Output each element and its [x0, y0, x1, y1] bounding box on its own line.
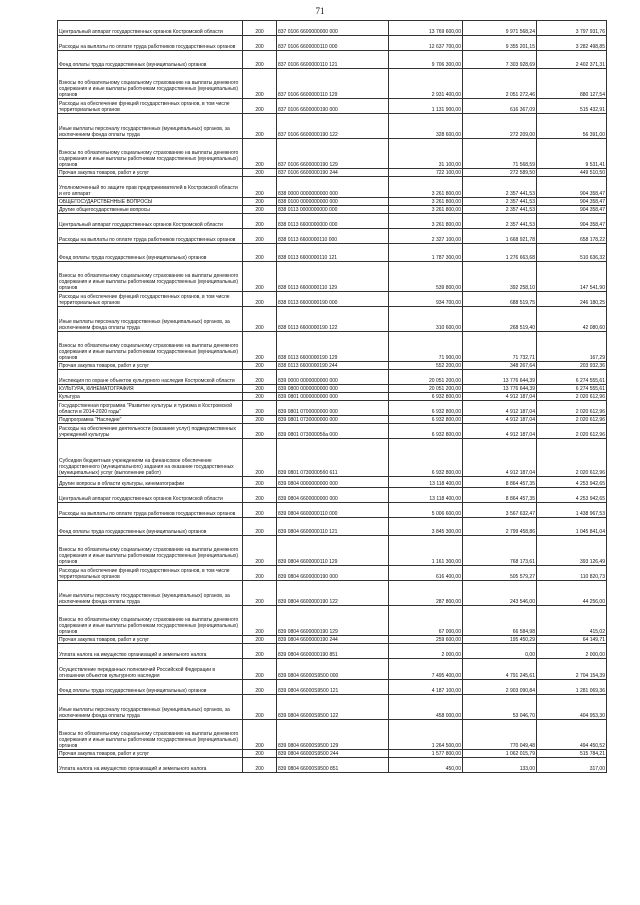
cell-approved-amount: 3 261 800,00	[389, 198, 463, 206]
cell-name: Расходы на выплаты по оплате труда работников государственных органов	[58, 503, 243, 518]
cell-name: Взносы по обязательному социальному страхованию на выплаты денежного содержания и иные выплаты работникам государственных (муниципальных) органов	[58, 139, 243, 169]
table-row	[58, 695, 607, 720]
cell-executed-amount: 2 357 441,53	[463, 177, 537, 198]
cell-approved-amount: 13 769 600,00	[389, 21, 463, 36]
table-row	[58, 758, 607, 773]
cell-unexecuted-amount: 1 438 967,53	[537, 503, 607, 518]
cell-name: Прочая закупка товаров, работ и услуг	[58, 362, 243, 370]
cell-executed-amount: 392 258,10	[463, 262, 537, 292]
cell-name: Прочая закупка товаров, работ и услуг	[58, 750, 243, 758]
table-row	[58, 566, 607, 581]
table-row	[58, 139, 607, 169]
cell-name: Центральный аппарат государственных органов Костромской области	[58, 214, 243, 229]
cell-unexecuted-amount: 904 358,47	[537, 198, 607, 206]
cell-unexecuted-amount: 2 020 612,96	[537, 424, 607, 439]
cell-unexecuted-amount: 404 953,30	[537, 695, 607, 720]
cell-classification-code: 837 0106 6600000110 129	[277, 69, 389, 99]
cell-unexecuted-amount: 110 820,73	[537, 566, 607, 581]
table-row	[58, 636, 607, 644]
cell-name: Прочая закупка товаров, работ и услуг	[58, 169, 243, 177]
cell-executed-amount: 768 173,61	[463, 536, 537, 566]
cell-approved-amount: 1 787 300,00	[389, 244, 463, 262]
cell-approved-amount: 934 700,00	[389, 292, 463, 307]
cell-executed-amount: 0,00	[463, 644, 537, 659]
cell-executed-amount: 348 267,64	[463, 362, 537, 370]
cell-unexecuted-amount: 3 282 498,85	[537, 36, 607, 51]
cell-name: Расходы на обеспечение функций государственных органов, в том числе территориальных органов	[58, 292, 243, 307]
cell-unexecuted-amount: 2 020 612,96	[537, 439, 607, 477]
cell-executed-amount: 4 912 187,04	[463, 416, 537, 424]
cell-classification-code: 839 0804 66000S9500 121	[277, 680, 389, 695]
cell-approved-amount: 1 161 300,00	[389, 536, 463, 566]
table-row	[58, 229, 607, 244]
cell-executed-amount: 66 584,98	[463, 606, 537, 636]
cell-code: 200	[243, 99, 277, 114]
cell-classification-code: 838 0113 6600000190 244	[277, 362, 389, 370]
cell-approved-amount: 2 327 100,00	[389, 229, 463, 244]
cell-classification-code: 838 0113 6600000190 000	[277, 292, 389, 307]
cell-executed-amount: 4 912 187,04	[463, 424, 537, 439]
cell-unexecuted-amount: 393 126,49	[537, 536, 607, 566]
cell-name: Субсидии бюджетным учреждениям на финансовое обеспечение государственного (муниципального) задания на оказание государственных (муниципальных) услуг (выполнение работ)	[58, 439, 243, 477]
table-row	[58, 292, 607, 307]
cell-executed-amount: 71 568,59	[463, 139, 537, 169]
cell-approved-amount: 1 264 500,00	[389, 720, 463, 750]
cell-name: Осуществление переданных полномочий Российской Федерации в отношении объектов культурного наследия	[58, 659, 243, 680]
cell-unexecuted-amount: 44 256,00	[537, 581, 607, 606]
cell-code: 200	[243, 198, 277, 206]
cell-executed-amount: 9 971 568,24	[463, 21, 537, 36]
cell-executed-amount: 1 668 921,78	[463, 229, 537, 244]
table-row	[58, 206, 607, 214]
cell-unexecuted-amount: 6 274 555,61	[537, 385, 607, 393]
cell-classification-code: 837 0106 6600000190 244	[277, 169, 389, 177]
cell-classification-code: 838 0113 6600000000 000	[277, 214, 389, 229]
cell-code: 200	[243, 69, 277, 99]
table-row	[58, 644, 607, 659]
cell-executed-amount: 133,00	[463, 758, 537, 773]
cell-executed-amount: 2 357 441,53	[463, 206, 537, 214]
table-row	[58, 362, 607, 370]
table-row	[58, 488, 607, 503]
cell-executed-amount: 13 776 644,39	[463, 385, 537, 393]
cell-name: Расходы на обеспечение деятельности (оказание услуг) подведомственных учреждений культуры	[58, 424, 243, 439]
cell-approved-amount: 9 706 300,00	[389, 51, 463, 69]
table-row	[58, 393, 607, 401]
cell-name: ОБЩЕГОСУДАРСТВЕННЫЕ ВОПРОСЫ	[58, 198, 243, 206]
cell-executed-amount: 1 276 663,68	[463, 244, 537, 262]
cell-executed-amount: 4 791 245,61	[463, 659, 537, 680]
cell-unexecuted-amount: 904 358,47	[537, 214, 607, 229]
cell-unexecuted-amount: 42 080,60	[537, 307, 607, 332]
cell-code: 200	[243, 581, 277, 606]
cell-name: Уплата налога на имущество организаций и земельного налога	[58, 758, 243, 773]
cell-executed-amount: 4 912 187,04	[463, 401, 537, 416]
cell-unexecuted-amount: 9 531,41	[537, 139, 607, 169]
cell-unexecuted-amount: 904 358,47	[537, 206, 607, 214]
table-row	[58, 262, 607, 292]
cell-name: Взносы по обязательному социальному страхованию на выплаты денежного содержания и иные выплаты работникам государственных (муниципальных) органов	[58, 332, 243, 362]
cell-name: Другие вопросы в области культуры, кинематографии	[58, 477, 243, 488]
table-row	[58, 680, 607, 695]
cell-executed-amount: 4 912 187,04	[463, 393, 537, 401]
cell-unexecuted-amount: 415,02	[537, 606, 607, 636]
cell-code: 200	[243, 385, 277, 393]
table-row	[58, 36, 607, 51]
cell-executed-amount: 53 046,70	[463, 695, 537, 720]
cell-name: Прочая закупка товаров, работ и услуг	[58, 636, 243, 644]
cell-executed-amount: 272 589,50	[463, 169, 537, 177]
cell-name: Расходы на выплаты по оплате труда работников государственных органов	[58, 229, 243, 244]
cell-name: Уполномоченный по защите прав предпринимателей в Костромской области и его аппарат	[58, 177, 243, 198]
cell-approved-amount: 3 261 800,00	[389, 214, 463, 229]
cell-unexecuted-amount: 904 358,47	[537, 177, 607, 198]
cell-unexecuted-amount: 510 636,32	[537, 244, 607, 262]
cell-approved-amount: 450,00	[389, 758, 463, 773]
table-row	[58, 114, 607, 139]
cell-code: 200	[243, 758, 277, 773]
cell-executed-amount: 770 049,48	[463, 720, 537, 750]
cell-executed-amount: 8 864 457,35	[463, 488, 537, 503]
table-row	[58, 244, 607, 262]
table-row	[58, 518, 607, 536]
cell-code: 200	[243, 401, 277, 416]
table-row	[58, 720, 607, 750]
cell-approved-amount: 287 800,00	[389, 581, 463, 606]
cell-classification-code: 839 0804 6600000110 129	[277, 536, 389, 566]
cell-executed-amount: 268 519,40	[463, 307, 537, 332]
cell-approved-amount: 310 600,00	[389, 307, 463, 332]
cell-code: 200	[243, 518, 277, 536]
cell-name: Расходы на обеспечение функций государственных органов, в том числе территориальных органов	[58, 566, 243, 581]
cell-approved-amount: 13 118 400,00	[389, 477, 463, 488]
cell-classification-code: 839 0804 6600000000 000	[277, 488, 389, 503]
cell-classification-code: 838 0113 6600000110 121	[277, 244, 389, 262]
cell-name: Иные выплаты персоналу государственных (муниципальных) органов, за исключением фонда оплаты труда	[58, 114, 243, 139]
cell-classification-code: 839 0804 66000S9500 244	[277, 750, 389, 758]
cell-unexecuted-amount: 515 784,21	[537, 750, 607, 758]
table-row	[58, 385, 607, 393]
cell-classification-code: 837 0106 6600000110 121	[277, 51, 389, 69]
cell-executed-amount: 7 303 928,69	[463, 51, 537, 69]
cell-unexecuted-amount: 449 510,50	[537, 169, 607, 177]
cell-name: Инспекция по охране объектов культурного наследия Костромской области	[58, 370, 243, 385]
cell-code: 200	[243, 169, 277, 177]
cell-approved-amount: 67 000,00	[389, 606, 463, 636]
cell-approved-amount: 539 800,00	[389, 262, 463, 292]
cell-name: Взносы по обязательному социальному страхованию на выплаты денежного содержания и иные выплаты работникам государственных (муниципальных) органов	[58, 536, 243, 566]
cell-unexecuted-amount: 246 180,25	[537, 292, 607, 307]
cell-code: 200	[243, 36, 277, 51]
cell-code: 200	[243, 566, 277, 581]
cell-classification-code: 839 0801 0000000000 000	[277, 393, 389, 401]
cell-classification-code: 839 0804 6600000190 122	[277, 581, 389, 606]
cell-classification-code: 839 0804 66000S9500 129	[277, 720, 389, 750]
table-row	[58, 332, 607, 362]
cell-unexecuted-amount: 2 020 612,96	[537, 416, 607, 424]
cell-classification-code: 838 0113 6600000190 122	[277, 307, 389, 332]
cell-name: Расходы на выплаты по оплате труда работников государственных органов	[58, 36, 243, 51]
cell-code: 200	[243, 229, 277, 244]
cell-name: Государственная программа "Развитие культуры и туризма в Костромской области в 2014-2020 годы"	[58, 401, 243, 416]
table-row	[58, 606, 607, 636]
cell-classification-code: 839 0801 0700000000 000	[277, 401, 389, 416]
cell-name: КУЛЬТУРА, КИНЕМАТОГРАФИЯ	[58, 385, 243, 393]
cell-name: Уплата налога на имущество организаций и земельного налога	[58, 644, 243, 659]
cell-approved-amount: 616 400,00	[389, 566, 463, 581]
cell-code: 200	[243, 750, 277, 758]
cell-unexecuted-amount: 658 178,22	[537, 229, 607, 244]
cell-executed-amount: 272 209,00	[463, 114, 537, 139]
cell-classification-code: 839 0804 6600000110 121	[277, 518, 389, 536]
table-row	[58, 214, 607, 229]
cell-classification-code: 839 0804 6600000190 129	[277, 606, 389, 636]
cell-approved-amount: 4 187 100,00	[389, 680, 463, 695]
cell-name: Фонд оплаты труда государственных (муниципальных) органов	[58, 680, 243, 695]
table-row	[58, 750, 607, 758]
cell-approved-amount: 7 495 400,00	[389, 659, 463, 680]
cell-name: Другие общегосударственные вопросы	[58, 206, 243, 214]
cell-code: 200	[243, 424, 277, 439]
cell-unexecuted-amount: 1 281 069,36	[537, 680, 607, 695]
cell-approved-amount: 31 100,00	[389, 139, 463, 169]
cell-unexecuted-amount: 880 127,54	[537, 69, 607, 99]
cell-classification-code: 838 0113 6600000110 129	[277, 262, 389, 292]
table-row	[58, 416, 607, 424]
cell-unexecuted-amount: 515 432,91	[537, 99, 607, 114]
cell-classification-code: 839 0801 07300005ба 000	[277, 424, 389, 439]
table-row	[58, 439, 607, 477]
table-row	[58, 69, 607, 99]
cell-approved-amount: 6 932 800,00	[389, 424, 463, 439]
cell-approved-amount: 20 051 200,00	[389, 370, 463, 385]
cell-unexecuted-amount: 203 932,36	[537, 362, 607, 370]
cell-code: 200	[243, 695, 277, 720]
cell-unexecuted-amount: 6 274 555,61	[537, 370, 607, 385]
cell-code: 200	[243, 214, 277, 229]
cell-classification-code: 839 0804 66000S9500 000	[277, 659, 389, 680]
budget-execution-table-container	[57, 20, 606, 773]
cell-unexecuted-amount: 56 391,00	[537, 114, 607, 139]
cell-name: Фонд оплаты труда государственных (муниципальных) органов	[58, 244, 243, 262]
cell-code: 200	[243, 606, 277, 636]
cell-unexecuted-amount: 2 020 612,96	[537, 393, 607, 401]
cell-classification-code: 837 0106 6600000110 000	[277, 36, 389, 51]
cell-classification-code: 838 0100 0000000000 000	[277, 198, 389, 206]
cell-executed-amount: 243 546,00	[463, 581, 537, 606]
cell-code: 200	[243, 644, 277, 659]
cell-approved-amount: 1 577 800,00	[389, 750, 463, 758]
table-row	[58, 477, 607, 488]
cell-approved-amount: 6 932 800,00	[389, 439, 463, 477]
table-body	[58, 21, 607, 773]
table-row	[58, 99, 607, 114]
cell-unexecuted-amount: 3 797 931,76	[537, 21, 607, 36]
cell-name: Фонд оплаты труда государственных (муниципальных) органов	[58, 51, 243, 69]
cell-code: 200	[243, 21, 277, 36]
cell-approved-amount: 2 931 400,00	[389, 69, 463, 99]
cell-unexecuted-amount: 147 541,90	[537, 262, 607, 292]
cell-name: Взносы по обязательному социальному страхованию на выплаты денежного содержания и иные выплаты работникам государственных (муниципальных) органов	[58, 69, 243, 99]
cell-unexecuted-amount: 2 000,00	[537, 644, 607, 659]
table-row	[58, 370, 607, 385]
cell-name: Подпрограмма "Наследие"	[58, 416, 243, 424]
cell-executed-amount: 2 357 441,53	[463, 198, 537, 206]
cell-approved-amount: 259 600,00	[389, 636, 463, 644]
cell-classification-code: 839 0804 66000S9500 122	[277, 695, 389, 720]
cell-classification-code: 839 0801 07300005б0 611	[277, 439, 389, 477]
cell-classification-code: 838 0113 6600000110 000	[277, 229, 389, 244]
cell-approved-amount: 3 261 800,00	[389, 177, 463, 198]
cell-executed-amount: 8 864 457,35	[463, 477, 537, 488]
cell-name: Центральный аппарат государственных органов Костромской области	[58, 488, 243, 503]
cell-unexecuted-amount: 494 450,52	[537, 720, 607, 750]
cell-executed-amount: 688 519,75	[463, 292, 537, 307]
cell-name: Иные выплаты персоналу государственных (муниципальных) органов, за исключением фонда оплаты труда	[58, 695, 243, 720]
table-row	[58, 581, 607, 606]
cell-classification-code: 837 0106 6600000000 000	[277, 21, 389, 36]
cell-code: 200	[243, 139, 277, 169]
cell-approved-amount: 2 000,00	[389, 644, 463, 659]
cell-name: Культура	[58, 393, 243, 401]
cell-approved-amount: 1 131 900,00	[389, 99, 463, 114]
table-row	[58, 536, 607, 566]
cell-unexecuted-amount: 2 020 612,96	[537, 401, 607, 416]
cell-code: 200	[243, 488, 277, 503]
cell-classification-code: 838 0000 0000000000 000	[277, 177, 389, 198]
cell-name: Иные выплаты персоналу государственных (муниципальных) органов, за исключением фонда оплаты труда	[58, 581, 243, 606]
cell-unexecuted-amount: 64 149,71	[537, 636, 607, 644]
cell-executed-amount: 4 912 187,04	[463, 439, 537, 477]
cell-name: Расходы на обеспечение функций государственных органов, в том числе территориальных органов	[58, 99, 243, 114]
page-number: 71	[315, 6, 325, 16]
cell-approved-amount: 12 637 700,00	[389, 36, 463, 51]
cell-classification-code: 838 0113 6600000190 129	[277, 332, 389, 362]
cell-name: Фонд оплаты труда государственных (муниципальных) органов	[58, 518, 243, 536]
cell-name: Центральный аппарат государственных органов Костромской области	[58, 21, 243, 36]
cell-code: 200	[243, 720, 277, 750]
cell-classification-code: 839 0801 0730000000 000	[277, 416, 389, 424]
cell-classification-code: 839 0804 6600000190 851	[277, 644, 389, 659]
cell-code: 200	[243, 370, 277, 385]
cell-approved-amount: 71 900,00	[389, 332, 463, 362]
cell-unexecuted-amount: 2 704 154,39	[537, 659, 607, 680]
cell-code: 200	[243, 477, 277, 488]
cell-approved-amount: 5 006 600,00	[389, 503, 463, 518]
cell-approved-amount: 328 600,00	[389, 114, 463, 139]
cell-code: 200	[243, 51, 277, 69]
cell-code: 200	[243, 636, 277, 644]
cell-approved-amount: 458 000,00	[389, 695, 463, 720]
cell-classification-code: 837 0106 6600000190 129	[277, 139, 389, 169]
cell-approved-amount: 6 932 800,00	[389, 401, 463, 416]
cell-classification-code: 837 0106 6600000190 000	[277, 99, 389, 114]
cell-unexecuted-amount: 317,00	[537, 758, 607, 773]
cell-approved-amount: 722 100,00	[389, 169, 463, 177]
cell-name: Взносы по обязательному социальному страхованию на выплаты денежного содержания и иные выплаты работникам государственных (муниципальных) органов	[58, 720, 243, 750]
cell-code: 200	[243, 292, 277, 307]
cell-code: 200	[243, 536, 277, 566]
table-row	[58, 659, 607, 680]
cell-code: 200	[243, 416, 277, 424]
cell-code: 200	[243, 503, 277, 518]
cell-code: 200	[243, 206, 277, 214]
cell-classification-code: 839 0000 0000000000 000	[277, 370, 389, 385]
cell-approved-amount: 6 932 800,00	[389, 393, 463, 401]
cell-classification-code: 837 0106 6600000190 122	[277, 114, 389, 139]
table-row	[58, 21, 607, 36]
cell-executed-amount: 505 579,27	[463, 566, 537, 581]
cell-executed-amount: 1 062 015,79	[463, 750, 537, 758]
table-row	[58, 177, 607, 198]
cell-code: 200	[243, 177, 277, 198]
cell-classification-code: 839 0804 66000S9500 851	[277, 758, 389, 773]
table-row	[58, 503, 607, 518]
cell-executed-amount: 2 051 272,46	[463, 69, 537, 99]
cell-code: 200	[243, 244, 277, 262]
table-row	[58, 401, 607, 416]
cell-code: 200	[243, 680, 277, 695]
cell-code: 200	[243, 332, 277, 362]
cell-code: 200	[243, 659, 277, 680]
cell-executed-amount: 2 799 458,86	[463, 518, 537, 536]
cell-approved-amount: 3 845 300,00	[389, 518, 463, 536]
table-row	[58, 51, 607, 69]
cell-code: 200	[243, 362, 277, 370]
cell-name: Иные выплаты персоналу государственных (муниципальных) органов, за исключением фонда оплаты труда	[58, 307, 243, 332]
cell-approved-amount: 6 932 800,00	[389, 416, 463, 424]
cell-code: 200	[243, 307, 277, 332]
cell-unexecuted-amount: 4 253 942,65	[537, 477, 607, 488]
cell-approved-amount: 3 261 800,00	[389, 206, 463, 214]
cell-executed-amount: 9 355 201,15	[463, 36, 537, 51]
cell-approved-amount: 20 051 200,00	[389, 385, 463, 393]
cell-classification-code: 839 0804 0000000000 000	[277, 477, 389, 488]
table-row	[58, 198, 607, 206]
cell-executed-amount: 3 567 632,47	[463, 503, 537, 518]
budget-execution-table	[57, 20, 607, 773]
cell-executed-amount: 616 367,09	[463, 99, 537, 114]
cell-approved-amount: 13 118 400,00	[389, 488, 463, 503]
cell-executed-amount: 2 903 090,84	[463, 680, 537, 695]
table-row	[58, 169, 607, 177]
cell-name: Взносы по обязательному социальному страхованию на выплаты денежного содержания и иные выплаты работникам государственных (муниципальных) органов	[58, 606, 243, 636]
cell-unexecuted-amount: 2 402 371,31	[537, 51, 607, 69]
cell-classification-code: 839 0804 6600000110 000	[277, 503, 389, 518]
cell-executed-amount: 195 450,29	[463, 636, 537, 644]
cell-unexecuted-amount: 4 253 942,65	[537, 488, 607, 503]
cell-unexecuted-amount: 167,29	[537, 332, 607, 362]
cell-executed-amount: 2 357 441,53	[463, 214, 537, 229]
cell-classification-code: 839 0800 0000000000 000	[277, 385, 389, 393]
cell-code: 200	[243, 393, 277, 401]
cell-unexecuted-amount: 1 045 841,04	[537, 518, 607, 536]
cell-executed-amount: 71 732,71	[463, 332, 537, 362]
cell-code: 200	[243, 439, 277, 477]
cell-classification-code: 838 0113 0000000000 000	[277, 206, 389, 214]
table-row	[58, 307, 607, 332]
cell-code: 200	[243, 262, 277, 292]
cell-classification-code: 839 0804 6600000190 000	[277, 566, 389, 581]
cell-executed-amount: 13 776 644,39	[463, 370, 537, 385]
table-row	[58, 424, 607, 439]
cell-classification-code: 839 0804 6600000190 244	[277, 636, 389, 644]
cell-name: Взносы по обязательному социальному страхованию на выплаты денежного содержания и иные выплаты работникам государственных (муниципальных) органов	[58, 262, 243, 292]
cell-approved-amount: 552 200,00	[389, 362, 463, 370]
cell-code: 200	[243, 114, 277, 139]
